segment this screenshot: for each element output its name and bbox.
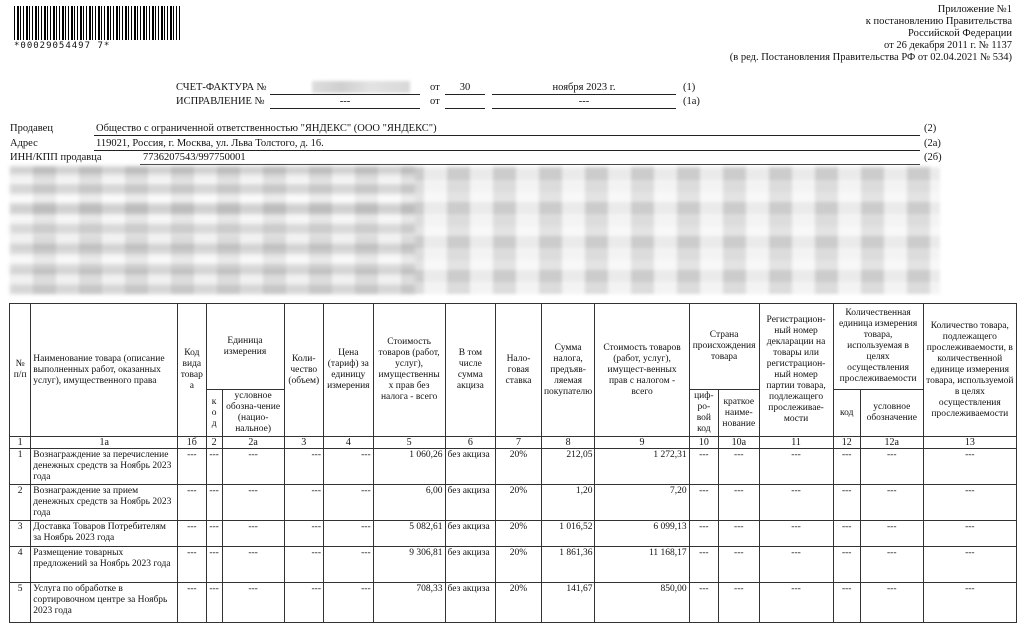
row-total: 7,20 [595, 485, 689, 521]
address-label: Адрес [10, 138, 38, 149]
hdr-cost-no-tax: Стоимость товаров (работ, услуг), имущественны х прав без налога - всего [373, 304, 445, 437]
row-num: 4 [10, 547, 31, 583]
row-rate: 20% [496, 449, 542, 485]
row-trace-qty: --- [923, 485, 1016, 521]
row-price: --- [324, 449, 374, 485]
barcode-image [14, 6, 180, 40]
row-qty: --- [284, 521, 324, 547]
col-number: 1б [178, 437, 206, 449]
row-country-name: --- [719, 583, 760, 623]
col-number: 3 [284, 437, 324, 449]
row-name: Размещение товарных предложений за Ноябрь 2023 года [31, 547, 178, 583]
hdr-country-code: циф-ро-вой код [689, 390, 718, 437]
col-number: 2 [206, 437, 222, 449]
legal-line-1: Приложение №1 [937, 4, 1012, 15]
row-trace-code: --- [833, 583, 860, 623]
row-customs: --- [759, 485, 833, 521]
col-number: 7 [496, 437, 542, 449]
row-excise: без акциза [445, 485, 496, 521]
row-num: 2 [10, 485, 31, 521]
row-unit-symbol: --- [222, 485, 284, 521]
column-numbers-row [10, 437, 1017, 449]
hdr-unit-symbol: условное обозна-чение (нацио-нальное) [222, 390, 284, 437]
row-customs: --- [759, 583, 833, 623]
row-country-code: --- [689, 583, 718, 623]
hdr-tax-sum: Сумма налога, предъяв-ляемая покупателю [541, 304, 595, 437]
row-num: 3 [10, 521, 31, 547]
row-trace-symbol: --- [860, 449, 923, 485]
hdr-trace-code: код [833, 390, 860, 437]
col-number: 13 [923, 437, 1016, 449]
row-excise: без акциза [445, 521, 496, 547]
row-name: Доставка Товаров Потребителям за Ноябрь 2023 года [31, 521, 178, 547]
row-cost: 9 306,81 [373, 547, 445, 583]
col-number: 12 [833, 437, 860, 449]
row-customs: --- [759, 449, 833, 485]
row-total: 6 099,13 [595, 521, 689, 547]
row-tax: 141,67 [541, 583, 595, 623]
col-number: 2а [222, 437, 284, 449]
hdr-excise: В том числе сумма акциза [445, 304, 496, 437]
row-trace-code: --- [833, 449, 860, 485]
col-number: 6 [445, 437, 496, 449]
inn-label: ИНН/КПП продавца [10, 152, 102, 163]
col-number: 9 [595, 437, 689, 449]
row-price: --- [324, 547, 374, 583]
invoice-title-label: СЧЕТ-ФАКТУРА № [176, 82, 267, 93]
row-country-code: --- [689, 485, 718, 521]
row-kind: --- [178, 485, 206, 521]
redacted-area-overlay [10, 166, 415, 294]
row-qty: --- [284, 583, 324, 623]
seller-label: Продавец [10, 123, 53, 134]
row-cost: 6,00 [373, 485, 445, 521]
table-row [10, 547, 1017, 583]
hdr-cost-with-tax: Стоимость товаров (работ, услуг), имущест-венных прав с налогом - всего [595, 304, 689, 437]
correction-date: --- [578, 96, 590, 107]
row-qty: --- [284, 449, 324, 485]
table-row [10, 449, 1017, 485]
row-num: 1 [10, 449, 31, 485]
row-unit-symbol: --- [222, 547, 284, 583]
seller-name: Общество с ограниченной ответственностью "ЯНДЕКС" (ООО "ЯНДЕКС") [96, 123, 437, 134]
row-customs: --- [759, 521, 833, 547]
row-trace-symbol: --- [860, 521, 923, 547]
col-number: 10а [719, 437, 760, 449]
legal-line-4: от 26 декабря 2011 г. № 1137 [884, 40, 1012, 51]
table-row [10, 521, 1017, 547]
row-excise: без акциза [445, 583, 496, 623]
hdr-unit-code: к о д [206, 390, 222, 437]
hdr-trace-symbol: условное обозначение [860, 390, 923, 437]
correction-label: ИСПРАВЛЕНИЕ № [176, 96, 265, 107]
row-total: 1 272,31 [595, 449, 689, 485]
col-number: 8 [541, 437, 595, 449]
row-trace-qty: --- [923, 449, 1016, 485]
col-number: 10 [689, 437, 718, 449]
row-unit-code: --- [206, 485, 222, 521]
seller-inn: 7736207543/997750001 [143, 152, 246, 163]
row-trace-symbol: --- [860, 583, 923, 623]
row-trace-qty: --- [923, 547, 1016, 583]
invoice-day: 30 [459, 82, 471, 93]
row-name: Вознаграждение за перечисление денежных средств за Ноябрь 2023 года [31, 449, 178, 485]
row-country-name: --- [719, 449, 760, 485]
row-qty: --- [284, 547, 324, 583]
col-number: 4 [324, 437, 374, 449]
row-unit-symbol: --- [222, 583, 284, 623]
row-tax: 1,20 [541, 485, 595, 521]
hdr-kind-code: Код вида товар а [178, 304, 206, 437]
row-trace-code: --- [833, 485, 860, 521]
barcode-number: *00029054497 7* [14, 41, 111, 51]
row-unit-symbol: --- [222, 521, 284, 547]
seller-name-code: (2) [924, 123, 937, 134]
row-price: --- [324, 583, 374, 623]
row-kind: --- [178, 449, 206, 485]
row-qty: --- [284, 485, 324, 521]
row-total: 11 168,17 [595, 547, 689, 583]
hdr-trace-unit: Количественная единица измерения товара, используемая в целях осуществления прослеживаемости [833, 304, 923, 390]
row-name: Услуга по обработке в сортировочном центре за Ноябрь 2023 года [31, 583, 178, 623]
row-country-code: --- [689, 521, 718, 547]
hdr-name: Наименование товара (описание выполненных работ, оказанных услуг), имущественного права [31, 304, 178, 437]
invoice-table [9, 303, 1017, 623]
row-cost: 1 060,26 [373, 449, 445, 485]
row-kind: --- [178, 583, 206, 623]
row-country-name: --- [719, 485, 760, 521]
row-excise: без акциза [445, 449, 496, 485]
row-unit-code: --- [206, 583, 222, 623]
col-number: 12а [860, 437, 923, 449]
row-num: 5 [10, 583, 31, 623]
correction-number: --- [339, 96, 351, 107]
row-rate: 20% [496, 547, 542, 583]
row-unit-symbol: --- [222, 449, 284, 485]
row-country-code: --- [689, 547, 718, 583]
legal-line-5: (в ред. Постановления Правительства РФ от 02.04.2021 № 534) [729, 52, 1012, 63]
row-country-code: --- [689, 449, 718, 485]
correction-code: (1а) [683, 96, 700, 107]
row-tax: 1 016,52 [541, 521, 595, 547]
row-rate: 20% [496, 583, 542, 623]
hdr-qty: Коли-чество (объем) [284, 304, 324, 437]
row-country-name: --- [719, 547, 760, 583]
row-trace-code: --- [833, 521, 860, 547]
col-number: 1а [31, 437, 178, 449]
row-country-name: --- [719, 521, 760, 547]
hdr-num: № п/п [10, 304, 31, 437]
hdr-trace-qty: Количество товара, подлежащего прослеживаемости, в количественной единице измерения товара, используемой в целях осуществления прослеживаемости [923, 304, 1016, 437]
row-kind: --- [178, 521, 206, 547]
row-excise: без акциза [445, 547, 496, 583]
legal-line-2: к постановлению Правительства [865, 16, 1012, 27]
row-total: 850,00 [595, 583, 689, 623]
hdr-tax-rate: Нало-говая ставка [496, 304, 542, 437]
row-trace-qty: --- [923, 583, 1016, 623]
row-trace-qty: --- [923, 521, 1016, 547]
col-number: 11 [759, 437, 833, 449]
hdr-customs: Регистрацион-ный номер декларации на товары или регистрацион-ный номер партии товара, подлежащего прослеживае-мости [759, 304, 833, 437]
table-row [10, 485, 1017, 521]
hdr-country-name: краткое наиме-нование [719, 390, 760, 437]
correction-from-label: от [430, 96, 440, 107]
invoice-from-label: от [430, 82, 440, 93]
invoice-number-redacted [312, 81, 410, 93]
address-code: (2а) [924, 138, 941, 149]
row-cost: 708,33 [373, 583, 445, 623]
legal-line-3: Российской Федерации [908, 28, 1012, 39]
invoice-month-year: ноября 2023 г. [552, 82, 616, 93]
row-trace-symbol: --- [860, 485, 923, 521]
row-cost: 5 082,61 [373, 521, 445, 547]
row-trace-symbol: --- [860, 547, 923, 583]
row-tax: 1 861,36 [541, 547, 595, 583]
row-customs: --- [759, 547, 833, 583]
row-rate: 20% [496, 485, 542, 521]
col-number: 5 [373, 437, 445, 449]
row-name: Вознаграждение за прием денежных средств за Ноябрь 2023 года [31, 485, 178, 521]
col-number: 1 [10, 437, 31, 449]
row-tax: 212,05 [541, 449, 595, 485]
row-trace-code: --- [833, 547, 860, 583]
seller-address: 119021, Россия, г. Москва, ул. Льва Толстого, д. 16. [96, 138, 324, 149]
legal-reference [730, 4, 1012, 64]
hdr-country: Страна происхождения товара [689, 304, 759, 390]
row-kind: --- [178, 547, 206, 583]
row-unit-code: --- [206, 547, 222, 583]
table-row [10, 583, 1017, 623]
row-price: --- [324, 521, 374, 547]
row-unit-code: --- [206, 521, 222, 547]
hdr-price: Цена (тариф) за единицу измерения [324, 304, 374, 437]
inn-code: (2б) [924, 152, 942, 163]
invoice-row-code: (1) [683, 82, 696, 93]
row-unit-code: --- [206, 449, 222, 485]
row-price: --- [324, 485, 374, 521]
hdr-unit: Единица измерения [206, 304, 284, 390]
row-rate: 20% [496, 521, 542, 547]
